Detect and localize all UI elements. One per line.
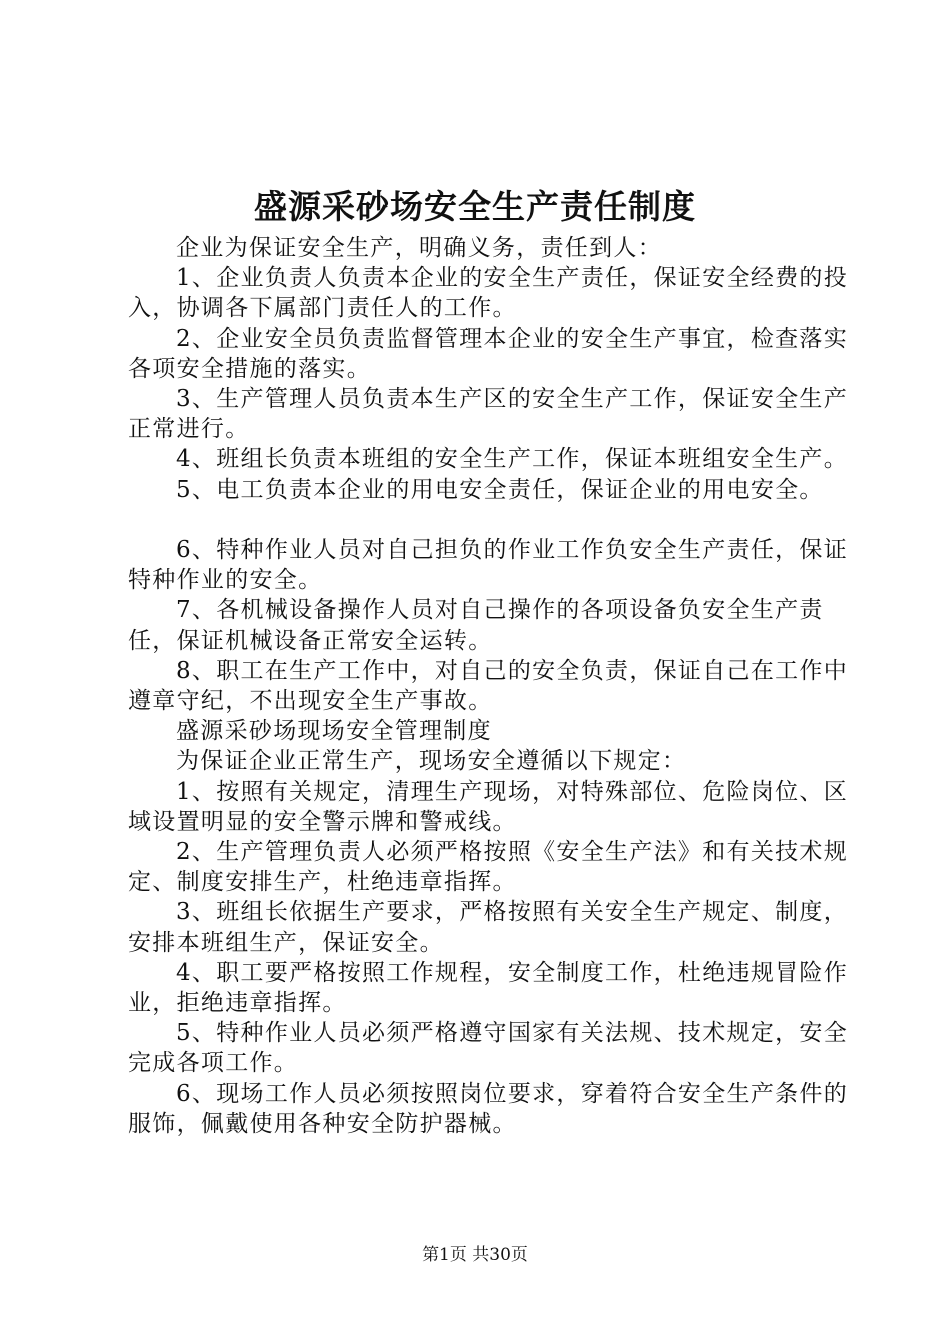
- responsibility-item-3: 3、生产管理人员负责本生产区的安全生产工作，保证安全生产正常进行。: [128, 386, 849, 443]
- section-heading: 盛源采砂场现场安全管理制度: [176, 718, 492, 745]
- rule-item-6: 6、现场工作人员必须按照岗位要求，穿着符合安全生产条件的服饰，佩戴使用各种安全防护器械。: [128, 1080, 849, 1137]
- document-body: [128, 233, 850, 1139]
- rule-item-1: 1、按照有关规定，清理生产现场，对特殊部位、危险岗位、区域设置明显的安全警示牌和警戒线。: [128, 778, 849, 835]
- paragraph-gap: [128, 505, 850, 535]
- page-number-footer: 第1页 共30页: [422, 1245, 528, 1265]
- responsibility-item-1: 1、企业负责人负责本企业的安全生产责任，保证安全经费的投入，协调各下属部门责任人的工作。: [128, 265, 849, 322]
- responsibility-item-2: 2、企业安全员负责监督管理本企业的安全生产事宜，检查落实各项安全措施的落实。: [128, 325, 849, 382]
- rule-item-3: 3、班组长依据生产要求，严格按照有关安全生产规定、制度，安排本班组生产，保证安全。: [128, 899, 849, 956]
- rule-item-5: 5、特种作业人员必须严格遵守国家有关法规、技术规定，安全完成各项工作。: [128, 1020, 849, 1077]
- rule-item-4: 4、职工要严格按照工作规程，安全制度工作，杜绝违规冒险作业，拒绝违章指挥。: [128, 959, 849, 1017]
- section-intro-paragraph: 为保证企业正常生产，现场安全遵循以下规定：: [176, 748, 687, 775]
- rule-item-2: 2、生产管理负责人必须严格按照《安全生产法》和有关技术规定、制度安排生产，杜绝违章指挥。: [128, 839, 849, 896]
- responsibility-item-4: 4、班组长负责本班组的安全生产工作，保证本班组安全生产。: [176, 446, 849, 473]
- document-title: 盛源采砂场安全生产责任制度: [254, 187, 696, 226]
- responsibility-item-7: 7、各机械设备操作人员对自己操作的各项设备负安全生产责任，保证机械设备正常安全运转。: [128, 597, 824, 654]
- responsibility-item-6: 6、特种作业人员对自己担负的作业工作负安全生产责任，保证特种作业的安全。: [128, 537, 849, 594]
- responsibility-item-5: 5、电工负责本企业的用电安全责任，保证企业的用电安全。: [176, 476, 824, 503]
- intro-paragraph: 企业为保证安全生产，明确义务，责任到人：: [176, 235, 662, 261]
- responsibility-item-8: 8、职工在生产工作中，对自己的安全负责，保证自己在工作中遵章守纪，不出现安全生产事故。: [128, 657, 849, 715]
